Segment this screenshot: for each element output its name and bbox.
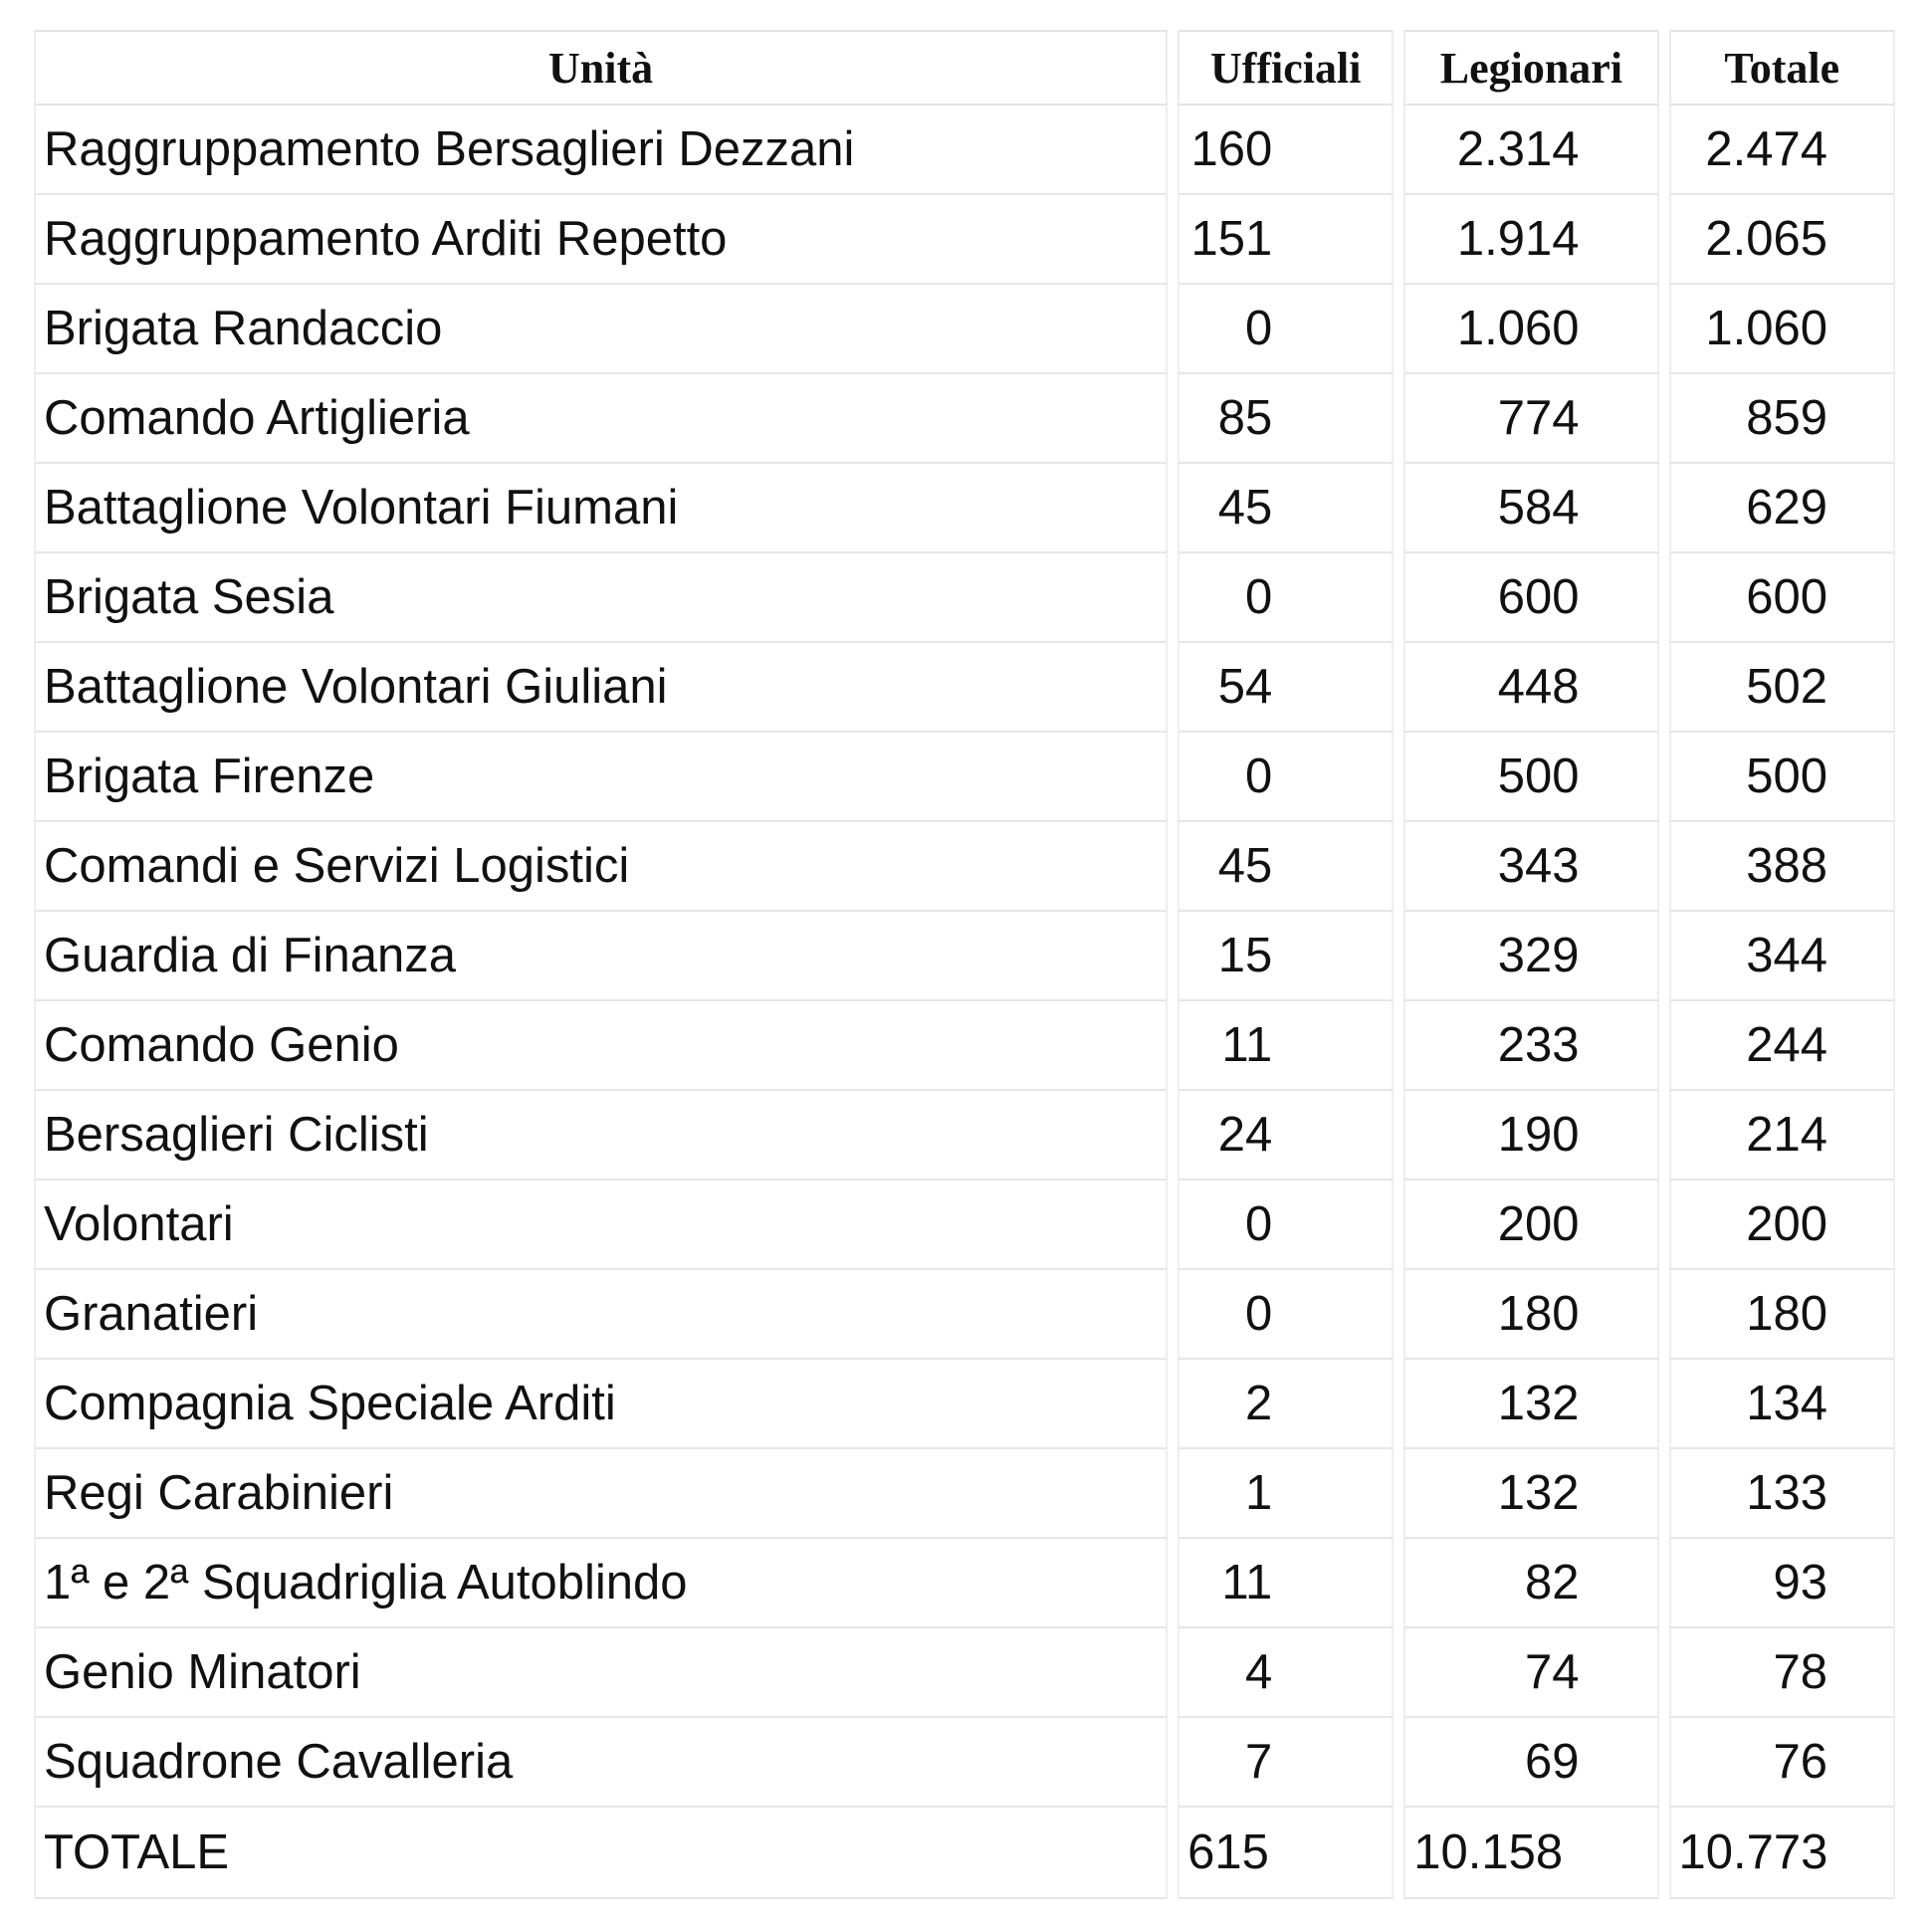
cell-ufficiali: 11 (1178, 1001, 1394, 1091)
cell-unita: Bersaglieri Ciclisti (34, 1091, 1168, 1181)
cell-totale: 133 (1669, 1449, 1895, 1539)
cell-legionari: 82 (1403, 1539, 1658, 1628)
table-header-row (34, 30, 1895, 106)
table-total-row (34, 1808, 1895, 1899)
table-row (34, 1539, 1895, 1628)
cell-legionari: 200 (1403, 1181, 1658, 1270)
cell-legionari: 1.060 (1403, 285, 1658, 374)
cell-unita: Raggruppamento Arditi Repetto (34, 195, 1168, 285)
cell-totale: 600 (1669, 553, 1895, 643)
table-row (34, 195, 1895, 285)
cell-totale: 629 (1669, 464, 1895, 553)
cell-totale: 214 (1669, 1091, 1895, 1181)
cell-ufficiali: 85 (1178, 374, 1394, 464)
cell-ufficiali: 2 (1178, 1360, 1394, 1449)
total-cell-unita: TOTALE (34, 1808, 1168, 1899)
cell-unita: Guardia di Finanza (34, 912, 1168, 1001)
table-row (34, 106, 1895, 195)
table-body (34, 106, 1895, 1899)
table-row (34, 1628, 1895, 1718)
table-row (34, 1181, 1895, 1270)
table-row (34, 1091, 1895, 1181)
table-row (34, 1718, 1895, 1808)
units-table-container (34, 30, 1905, 1899)
cell-ufficiali: 54 (1178, 643, 1394, 733)
cell-unita: Granatieri (34, 1270, 1168, 1360)
cell-legionari: 74 (1403, 1628, 1658, 1718)
table-row (34, 822, 1895, 912)
table-row (34, 912, 1895, 1001)
cell-legionari: 190 (1403, 1091, 1658, 1181)
cell-ufficiali: 0 (1178, 553, 1394, 643)
cell-ufficiali: 160 (1178, 106, 1394, 195)
cell-legionari: 500 (1403, 733, 1658, 822)
cell-ufficiali: 0 (1178, 1181, 1394, 1270)
cell-ufficiali: 0 (1178, 285, 1394, 374)
table-row (34, 1360, 1895, 1449)
cell-unita: Genio Minatori (34, 1628, 1168, 1718)
cell-ufficiali: 0 (1178, 1270, 1394, 1360)
cell-legionari: 774 (1403, 374, 1658, 464)
cell-legionari: 69 (1403, 1718, 1658, 1808)
cell-totale: 93 (1669, 1539, 1895, 1628)
table-row (34, 1001, 1895, 1091)
cell-ufficiali: 1 (1178, 1449, 1394, 1539)
cell-legionari: 584 (1403, 464, 1658, 553)
cell-unita: 1ª e 2ª Squadriglia Autoblindo (34, 1539, 1168, 1628)
cell-legionari: 448 (1403, 643, 1658, 733)
cell-legionari: 600 (1403, 553, 1658, 643)
cell-ufficiali: 4 (1178, 1628, 1394, 1718)
header-legionari: Legionari (1403, 30, 1658, 106)
cell-ufficiali: 11 (1178, 1539, 1394, 1628)
cell-totale: 180 (1669, 1270, 1895, 1360)
cell-totale: 2.474 (1669, 106, 1895, 195)
cell-totale: 200 (1669, 1181, 1895, 1270)
cell-legionari: 1.914 (1403, 195, 1658, 285)
total-cell-legionari: 10.158 (1403, 1808, 1658, 1899)
table-row (34, 285, 1895, 374)
cell-totale: 76 (1669, 1718, 1895, 1808)
cell-totale: 134 (1669, 1360, 1895, 1449)
cell-legionari: 2.314 (1403, 106, 1658, 195)
cell-legionari: 329 (1403, 912, 1658, 1001)
table-row (34, 1270, 1895, 1360)
cell-unita: Regi Carabinieri (34, 1449, 1168, 1539)
cell-ufficiali: 7 (1178, 1718, 1394, 1808)
cell-unita: Volontari (34, 1181, 1168, 1270)
units-table (24, 30, 1905, 1899)
cell-unita: Brigata Sesia (34, 553, 1168, 643)
table-row (34, 553, 1895, 643)
header-totale: Totale (1669, 30, 1895, 106)
cell-totale: 2.065 (1669, 195, 1895, 285)
table-row (34, 374, 1895, 464)
cell-unita: Comando Artiglieria (34, 374, 1168, 464)
cell-unita: Brigata Randaccio (34, 285, 1168, 374)
table-row (34, 643, 1895, 733)
cell-unita: Battaglione Volontari Giuliani (34, 643, 1168, 733)
cell-ufficiali: 24 (1178, 1091, 1394, 1181)
cell-legionari: 132 (1403, 1360, 1658, 1449)
cell-ufficiali: 15 (1178, 912, 1394, 1001)
cell-legionari: 233 (1403, 1001, 1658, 1091)
cell-totale: 859 (1669, 374, 1895, 464)
cell-ufficiali: 45 (1178, 464, 1394, 553)
cell-ufficiali: 0 (1178, 733, 1394, 822)
cell-unita: Squadrone Cavalleria (34, 1718, 1168, 1808)
cell-totale: 502 (1669, 643, 1895, 733)
cell-legionari: 132 (1403, 1449, 1658, 1539)
cell-unita: Brigata Firenze (34, 733, 1168, 822)
cell-totale: 500 (1669, 733, 1895, 822)
cell-totale: 1.060 (1669, 285, 1895, 374)
cell-unita: Raggruppamento Bersaglieri Dezzani (34, 106, 1168, 195)
total-cell-totale: 10.773 (1669, 1808, 1895, 1899)
table-row (34, 1449, 1895, 1539)
cell-totale: 344 (1669, 912, 1895, 1001)
header-ufficiali: Ufficiali (1178, 30, 1394, 106)
cell-ufficiali: 151 (1178, 195, 1394, 285)
cell-totale: 244 (1669, 1001, 1895, 1091)
header-unita: Unità (34, 30, 1168, 106)
cell-ufficiali: 45 (1178, 822, 1394, 912)
cell-legionari: 343 (1403, 822, 1658, 912)
cell-totale: 388 (1669, 822, 1895, 912)
cell-unita: Comandi e Servizi Logistici (34, 822, 1168, 912)
cell-totale: 78 (1669, 1628, 1895, 1718)
cell-legionari: 180 (1403, 1270, 1658, 1360)
table-row (34, 464, 1895, 553)
cell-unita: Battaglione Volontari Fiumani (34, 464, 1168, 553)
cell-unita: Comando Genio (34, 1001, 1168, 1091)
total-cell-ufficiali: 615 (1178, 1808, 1394, 1899)
table-row (34, 733, 1895, 822)
cell-unita: Compagnia Speciale Arditi (34, 1360, 1168, 1449)
